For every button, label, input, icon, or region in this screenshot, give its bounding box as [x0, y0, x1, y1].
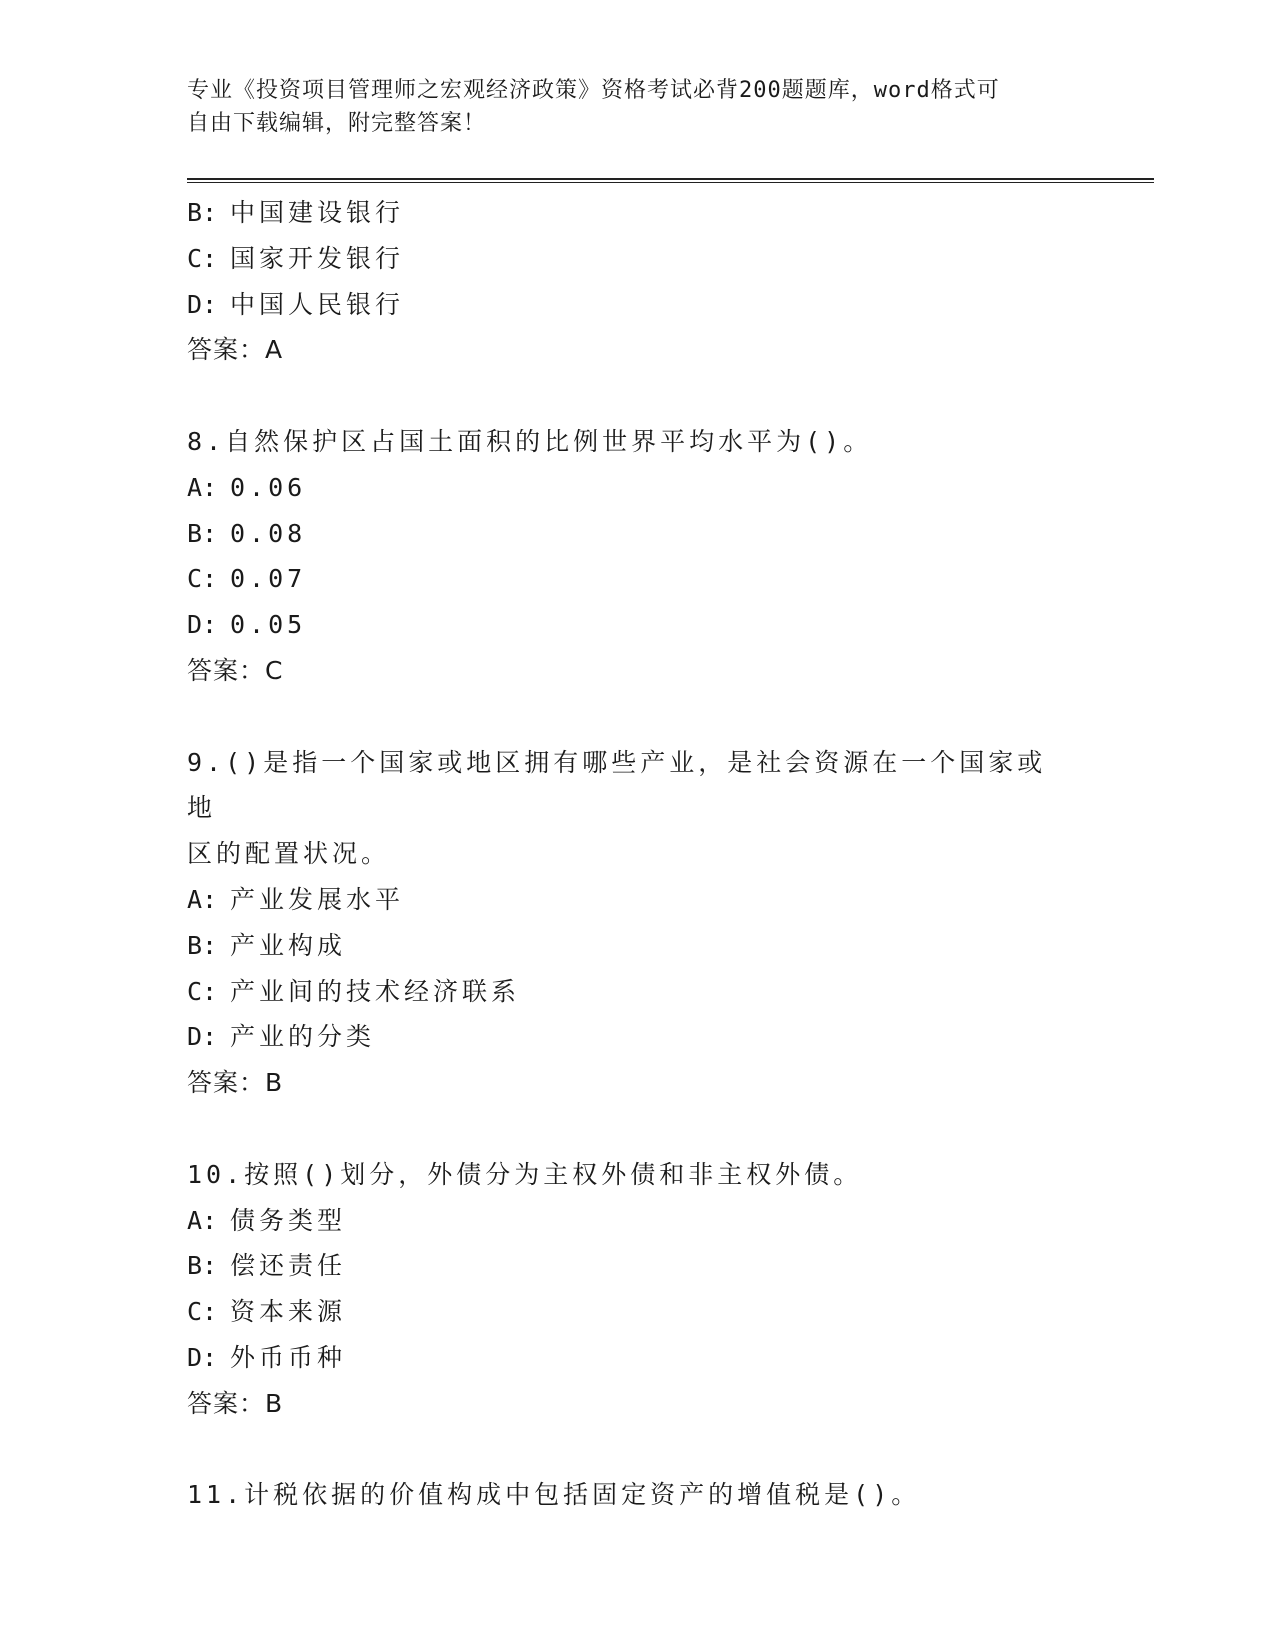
option-letter: A: — [187, 1205, 218, 1235]
option-text: 资本来源 — [230, 1297, 347, 1327]
option-d — [187, 1335, 1087, 1381]
option-d — [187, 602, 1087, 648]
option-letter: D: — [187, 610, 218, 640]
spacer — [187, 373, 1087, 419]
option-letter: C: — [187, 243, 218, 273]
header-divider — [187, 178, 1154, 183]
option-text: 0.05 — [230, 610, 307, 640]
option-c — [187, 1289, 1087, 1335]
spacer — [187, 1106, 1087, 1152]
question-10 — [187, 1152, 1087, 1427]
document-header — [187, 74, 1067, 140]
option-a — [187, 1198, 1087, 1244]
option-b — [187, 923, 1087, 969]
option-letter: B: — [187, 1251, 218, 1281]
question-8 — [187, 419, 1087, 694]
option-a — [187, 465, 1087, 511]
option-letter: D: — [187, 289, 218, 319]
option-letter: B: — [187, 930, 218, 960]
option-letter: A: — [187, 884, 218, 914]
question-stem: 11.计税依据的价值构成中包括固定资产的增值税是()。 — [187, 1480, 921, 1510]
question-list — [187, 190, 1087, 1518]
option-d — [187, 1014, 1087, 1060]
option-text: 产业构成 — [230, 930, 347, 960]
question-stem: 10.按照()划分，外债分为主权外债和非主权外债。 — [187, 1159, 863, 1189]
option-text: 0.07 — [230, 564, 307, 594]
option-d — [187, 282, 1087, 328]
answer-line: 答案：B — [187, 1388, 284, 1418]
option-b — [187, 511, 1087, 557]
question-stem: 9.()是指一个国家或地区拥有哪些产业，是社会资源在一个国家或地 — [187, 747, 1047, 823]
option-letter: D: — [187, 1342, 218, 1372]
option-b — [187, 1243, 1087, 1289]
header-line-2: 自由下载编辑，附完整答案！ — [187, 111, 487, 136]
option-c — [187, 969, 1087, 1015]
option-text: 0.06 — [230, 472, 307, 502]
answer-line: 答案：C — [187, 655, 284, 685]
option-c — [187, 236, 1087, 282]
question-9 — [187, 740, 1087, 1106]
option-b — [187, 190, 1087, 236]
answer-line: 答案：B — [187, 1068, 284, 1098]
option-text: 外币币种 — [230, 1342, 347, 1372]
option-letter: C: — [187, 1297, 218, 1327]
spacer — [187, 1427, 1087, 1473]
option-letter: C: — [187, 564, 218, 594]
option-a — [187, 877, 1087, 923]
question-11 — [187, 1472, 1087, 1518]
option-c — [187, 556, 1087, 602]
option-letter: B: — [187, 198, 218, 227]
question-7-continuation — [187, 190, 1087, 373]
option-text: 中国建设银行 — [230, 198, 405, 227]
question-stem-continued: 区的配置状况。 — [187, 839, 391, 869]
option-text: 国家开发银行 — [230, 243, 405, 273]
header-line-1: 专业《投资项目管理师之宏观经济政策》资格考试必背200题题库，word格式可 — [187, 78, 1000, 103]
option-letter: C: — [187, 976, 218, 1006]
option-text: 产业的分类 — [230, 1022, 376, 1052]
option-text: 0.08 — [230, 518, 307, 548]
option-text: 产业间的技术经济联系 — [230, 976, 521, 1006]
option-text: 产业发展水平 — [230, 884, 405, 914]
option-letter: B: — [187, 518, 218, 548]
spacer — [187, 694, 1087, 740]
answer-line: 答案：A — [187, 335, 284, 365]
question-stem: 8.自然保护区占国土面积的比例世界平均水平为()。 — [187, 426, 873, 456]
option-letter: D: — [187, 1022, 218, 1052]
option-text: 偿还责任 — [230, 1251, 347, 1281]
option-letter: A: — [187, 472, 218, 502]
option-text: 中国人民银行 — [230, 289, 405, 319]
option-text: 债务类型 — [230, 1205, 347, 1235]
